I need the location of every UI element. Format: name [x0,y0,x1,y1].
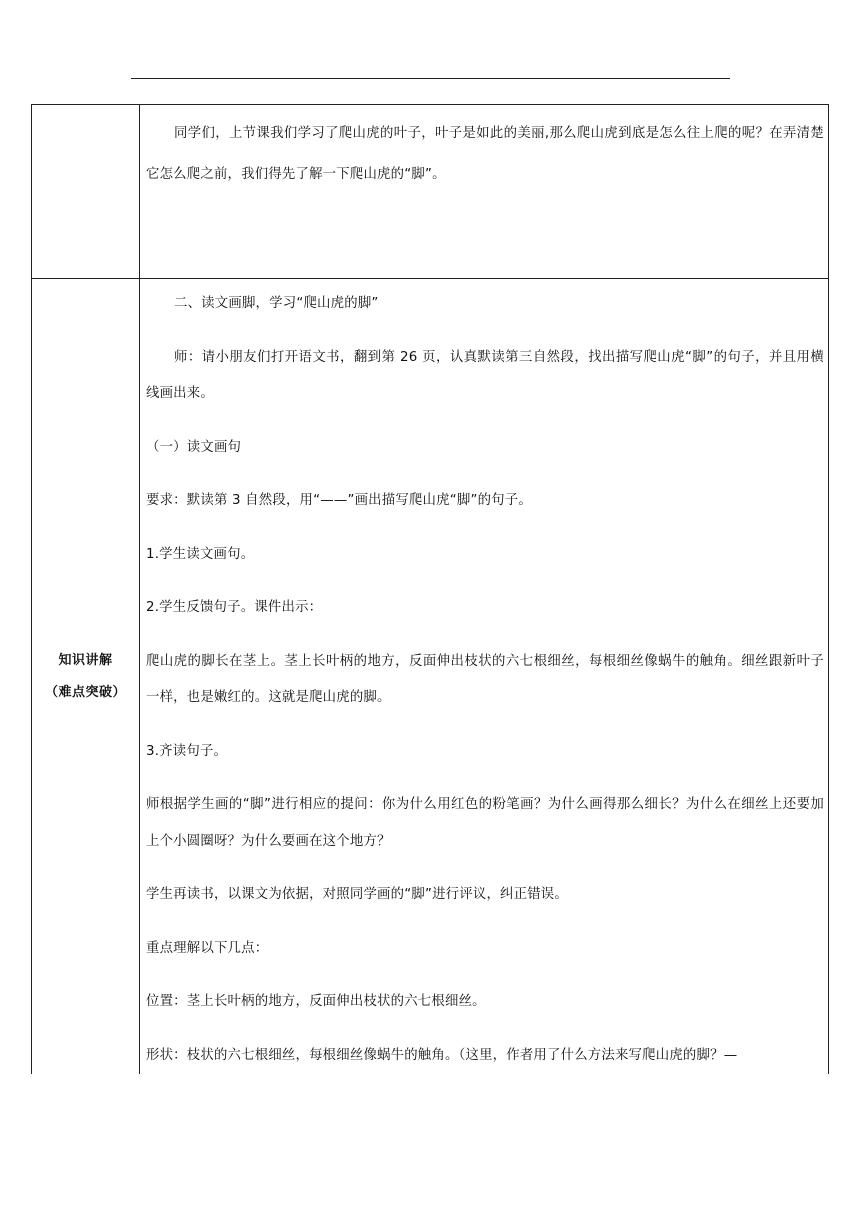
step-3: 3.齐读句子。 [146,743,228,759]
lesson-table [31,104,829,1074]
step-1: 1.学生读文画句。 [146,546,255,562]
section-heading: 二、读文画脚，学习“爬山虎的脚” [174,296,379,311]
subsection-heading: （一）读文画句 [146,439,242,455]
table-row [32,279,829,1075]
row-label-cell [32,279,140,1075]
teacher-instruction: 师：请小朋友们打开语文书，翻到第 26 页，认真默读第三自然段，找出描写爬山虎“脚”的句子，并且用横线画出来。 [146,349,824,401]
row-content-cell [140,279,829,1075]
section-label: 知识讲解 [58,652,113,668]
header-rule [131,78,730,79]
key-point-position: 位置：茎上长叶柄的地方，反面伸出枝状的六七根细丝。 [146,994,486,1009]
student-review: 学生再读书，以课文为依据，对照同学画的“脚”进行评议，纠正错误。 [146,887,568,902]
key-points-heading: 重点理解以下几点： [146,940,269,956]
key-point-shape: 形状：枝状的六七根细丝，每根细丝像蜗牛的触角。（这里，作者用了什么方法来写爬山虎的脚？— [146,1047,738,1063]
step-2: 2.学生反馈句子。课件出示： [146,600,323,615]
row-label-cell [32,105,140,279]
requirement: 要求：默读第 3 自然段，用“——”画出描写爬山虎“脚”的句子。 [146,493,532,508]
section-sublabel: （难点突破） [44,684,126,700]
teacher-questions: 师根据学生画的“脚”进行相应的提问：你为什么用红色的粉笔画？为什么画得那么细长？为什么在细丝上还要加上个小圆圈呀？为什么要画在这个地方？ [146,797,824,849]
intro-paragraph: 同学们，上节课我们学习了爬山虎的叶子，叶子是如此的美丽,那么爬山虎到底是怎么往上爬的呢？在弄清楚它怎么爬之前，我们得先了解一下爬山虎的“脚”。 [146,126,824,182]
table-row [32,105,829,279]
quoted-passage: 爬山虎的脚长在茎上。茎上长叶柄的地方，反面伸出枝状的六七根细丝，每根细丝像蜗牛的触角。细丝跟新叶子一样，也是嫩红的。这就是爬山虎的脚。 [146,653,824,705]
row-content-cell [140,105,829,279]
